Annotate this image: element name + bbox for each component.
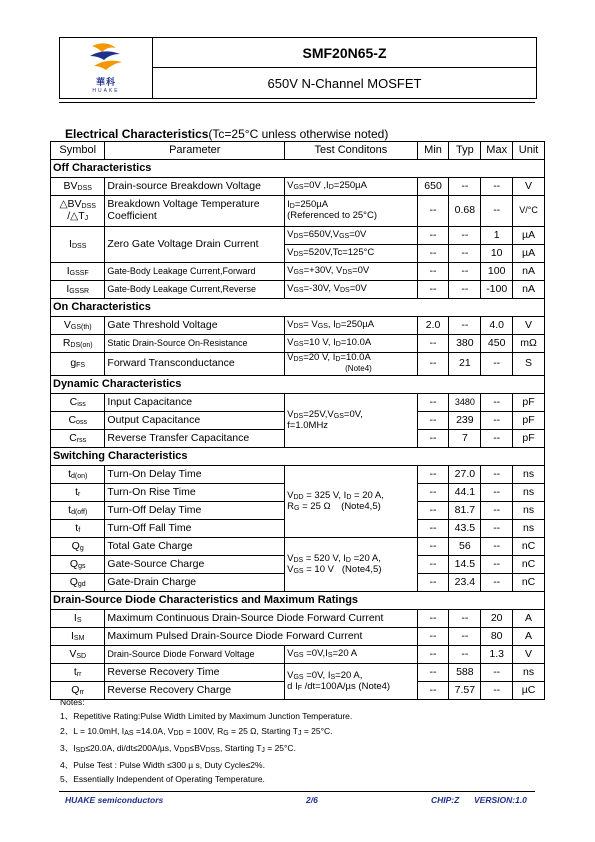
footer-page: 2/6 <box>306 795 318 805</box>
col-parameter: Parameter <box>105 142 285 160</box>
logo-english-text: HUAKE <box>92 88 120 94</box>
table-row: $Q_g$ Total Gate Charge $V_{DS} = 520$ V, $I_D =20$ A, $V_{GS} = 10$ V (Note4,5) -- 56 -- nC <box>51 538 545 556</box>
table-row: $I_{DSS}$ Zero Gate Voltage Drain Current $V_{DS}=650V,V_{GS}=0V$ -- -- 1 µA <box>51 227 545 245</box>
note-line: 5、Essentially Independent of Operating Temperature. <box>60 774 265 785</box>
table-row: $V_{SD}$ Drain-Source Diode Forward Voltage $V_{GS} =0V,I_S=20$ A -- -- 1.3 V <box>51 646 545 664</box>
col-typ: Typ <box>449 142 481 160</box>
logo-chinese-text: 華科 <box>95 78 116 88</box>
note-line: 4、Pulse Test : Pulse Width ≤300 µ s, Duty Cycle≤2%. <box>60 760 265 771</box>
table-row: $V_{GS(th)}$ Gate Threshold Voltage $V_{DS}= V_{GS}$, $I_D=250\mu A$ 2.0 -- 4.0 V <box>51 317 545 335</box>
table-row: $I_{GSSR}$ Gate-Body Leakage Current,Reverse $V_{GS}=-30V$, $V_{DS}=0V$ -- -- -100 nA <box>51 281 545 299</box>
note-line: 2、L = 10.0mH, $I_{AS} =14.0A$, $V_{DD} = 100V$, $R_G = 25$ Ω, Starting $T_J = 25^\circ C$. <box>60 725 333 737</box>
table-row: $BV_{DSS}$ Drain-source Breakdown Voltage $V_{GS}=0V$ $,I_D=250\mu A$ 650 -- -- V <box>51 178 545 196</box>
table-row: $I_{GSSF}$ Gate-Body Leakage Current,Forward $V_{GS}=+30V$, $V_{DS}=0V$ -- -- 100 nA <box>51 263 545 281</box>
col-symbol: Symbol <box>51 142 105 160</box>
col-test-conditions: Test Conditons <box>285 142 417 160</box>
footer-chip: CHIP:Z <box>431 795 460 805</box>
col-max: Max <box>481 142 513 160</box>
col-unit: Unit <box>513 142 545 160</box>
section-row-dynamic: Dynamic Characteristics <box>51 376 545 394</box>
part-number: SMF20N65-Z <box>153 38 536 68</box>
table-row: $C_{iss}$ Input Capacitance $V_{DS}=25V,V_{GS}=0V$, f=1.0MHz -- 3480 -- pF <box>51 394 545 412</box>
footer-rule <box>59 791 535 792</box>
col-min: Min <box>417 142 449 160</box>
table-row: $Q_{gs}$ Gate-Source Charge -- 14.5 -- nC <box>51 556 545 574</box>
company-logo <box>60 38 153 98</box>
table-row: $V_{DS}=520V,Tc=125^\circ C$ -- -- 10 µA <box>51 245 545 263</box>
section-title: Electrical Characteristics(Tc=25°C unless otherwise noted) <box>65 127 389 141</box>
table-row: $I_S$ Maximum Continuous Drain-Source Diode Forward Current -- -- 20 A <box>51 610 545 628</box>
notes-block <box>60 695 352 787</box>
table-row: $C_{rss}$ Reverse Transfer Capacitance -- 7 -- pF <box>51 430 545 448</box>
table-row: $Q_{rr}$ Reverse Recovery Charge -- 7.57 -- µC <box>51 682 545 700</box>
table-row: $t_r$ Turn-On Rise Time -- 44.1 -- ns <box>51 484 545 502</box>
note-line: 3、$I_{SD}\le 20.0A$, di/dt≤200A/µs, $V_{DD}\le BV_{DSS}$, Starting $T_J = 25^\circ C$. <box>60 742 296 754</box>
table-row: $R_{DS(on)}$ Static Drain-Source On-Resistance $V_{GS}=10$ V, $I_D=10.0A$ -- 380 450 mΩ <box>51 335 545 353</box>
section-row-off: Off Characteristics <box>51 160 545 178</box>
table-row: $I_{SM}$ Maximum Pulsed Drain-Source Diode Forward Current -- -- 80 A <box>51 628 545 646</box>
table-row: $C_{oss}$ Output Capacitance -- 239 -- pF <box>51 412 545 430</box>
table-row: $Q_{gd}$ Gate-Drain Charge -- 23.4 -- nC <box>51 574 545 592</box>
section-row-on: On Characteristics <box>51 299 545 317</box>
table-row: $t_{rr}$ Reverse Recovery Time $V_{GS} =0V$, $I_S=20$ A, d $I_F$ /dt=100A/µs (Note4) -- 588 -- ns <box>51 664 545 682</box>
logo-mark-icon <box>86 42 126 74</box>
device-subtitle: 650V N-Channel MOSFET <box>267 75 422 91</box>
section-row-switching: Switching Characteristics <box>51 448 545 466</box>
table-row: $t_{d(off)}$ Turn-Off Delay Time -- 81.7 -- ns <box>51 502 545 520</box>
table-header-row <box>51 142 545 160</box>
electrical-characteristics-table <box>50 141 545 700</box>
table-row: $g_{FS}$ Forward Transconductance $V_{DS}=20$ V, $I_D=10.0A$ (Note4) -- 21 -- S <box>51 353 545 376</box>
header-box <box>59 37 537 99</box>
table-row: $\triangle BV_{DSS}$ $/\triangle T_J$ Breakdown Voltage Temperature Coefficient $I_D=250\mu A$ (Referenced to 25°C) -- 0.68 -- V/°C <box>51 196 545 227</box>
table-row: $t_{d(on)}$ Turn-On Delay Time $V_{DD} = 325$ V, $I_D = 20$ A, $R_G = 25$ Ω (Note4,5) -- 27.0 -- ns <box>51 466 545 484</box>
note-line: 1、Repetitive Rating:Pulse Width Limited by Maximum Junction Temperature. <box>60 711 353 722</box>
header-rule <box>59 102 535 103</box>
footer-version: VERSION:1.0 <box>474 795 527 805</box>
section-row-diode: Drain-Source Diode Characteristics and Maximum Ratings <box>51 592 545 610</box>
note-line: Notes: <box>60 697 85 707</box>
table-row: $t_f$ Turn-Off Fall Time -- 43.5 -- ns <box>51 520 545 538</box>
footer-company: HUAKE semiconductors <box>65 795 164 805</box>
